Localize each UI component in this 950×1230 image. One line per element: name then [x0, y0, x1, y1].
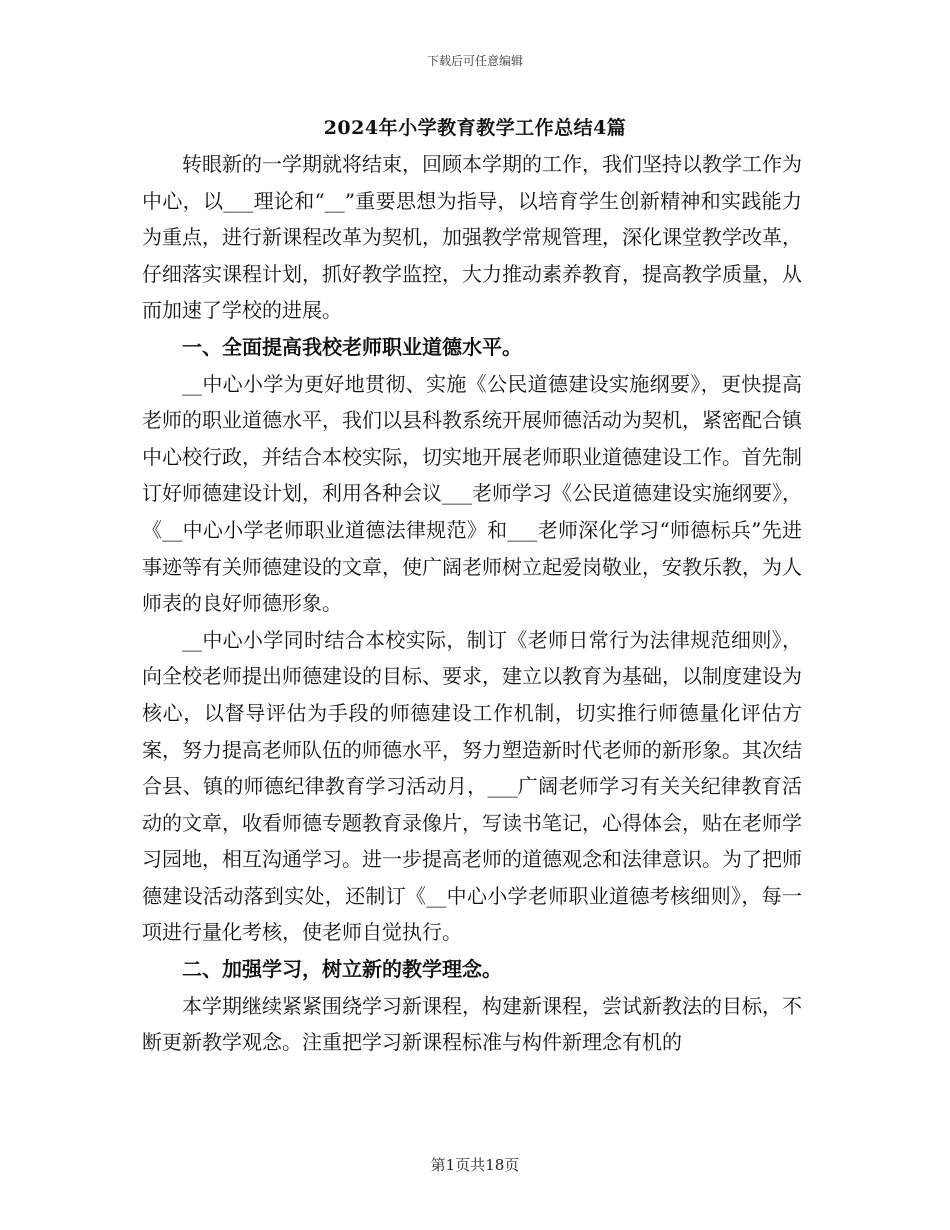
section-heading-2: 二、加强学习，树立新的教学理念。: [182, 957, 502, 982]
paragraph-intro: 转眼新的一学期就将结束，回顾本学期的工作，我们坚持以教学工作为中心，以___理论和“__”重要思想为指导，以培育学生创新精神和实践能力为重点，进行新课程改革为契机，加强教学常规管理，深化课堂教学改革，仔细落实课程计划，抓好教学监控，大力推动素养教育，提高教学质量，从而加速了学校的进展。: [142, 152, 802, 323]
header-note: 下载后可任意编辑: [426, 54, 523, 68]
page-number-footer: 第1页共18页: [430, 1156, 520, 1174]
section-heading-1: 一、全面提高我校老师职业道德水平。: [182, 334, 522, 359]
paragraph-ethics-1: __中心小学为更好地贯彻、实施《公民道德建设实施纲要》，更快提高老师的职业道德水平，我们以县科教系统开展师德活动为契机，紧密配合镇中心校行政，并结合本校实际，切实地开展老师职业道德建设工作。首先制订好师德建设计划，利用各种会议___老师学习《公民道德建设实施纲要》，《__中心小学老师职业道德法律规范》和___老师深化学习“师德标兵”先进事迹等有关师德建设的文章，使广阔老师树立起爱岗敬业，安教乐教，为人师表的良好师德形象。: [142, 371, 802, 616]
document-title: 2024年小学教育教学工作总结4篇: [323, 117, 627, 139]
paragraph-learning: 本学期继续紧紧围绕学习新课程，构建新课程，尝试新教法的目标，不断更新教学观念。注重把学习新课程标准与构件新理念有机的: [142, 993, 802, 1055]
paragraph-ethics-2: __中心小学同时结合本校实际，制订《老师日常行为法律规范细则》，向全校老师提出师德建设的目标、要求，建立以教育为基础，以制度建设为核心，以督导评估为手段的师德建设工作机制，切实推行师德量化评估方案，努力提高老师队伍的师德水平，努力塑造新时代老师的新形象。其次结合县、镇的师德纪律教育学习活动月，___广阔老师学习有关关纪律教育活动的文章，收看师德专题教育录像片，写读书笔记，心得体会，贴在老师学习园地，相互沟通学习。进一步提高老师的道德观念和法律意识。为了把师德建设活动落到实处，还制订《__中心小学老师职业道德考核细则》，每一项进行量化考核，使老师自觉执行。: [142, 627, 802, 945]
document-body: [142, 146, 802, 1061]
